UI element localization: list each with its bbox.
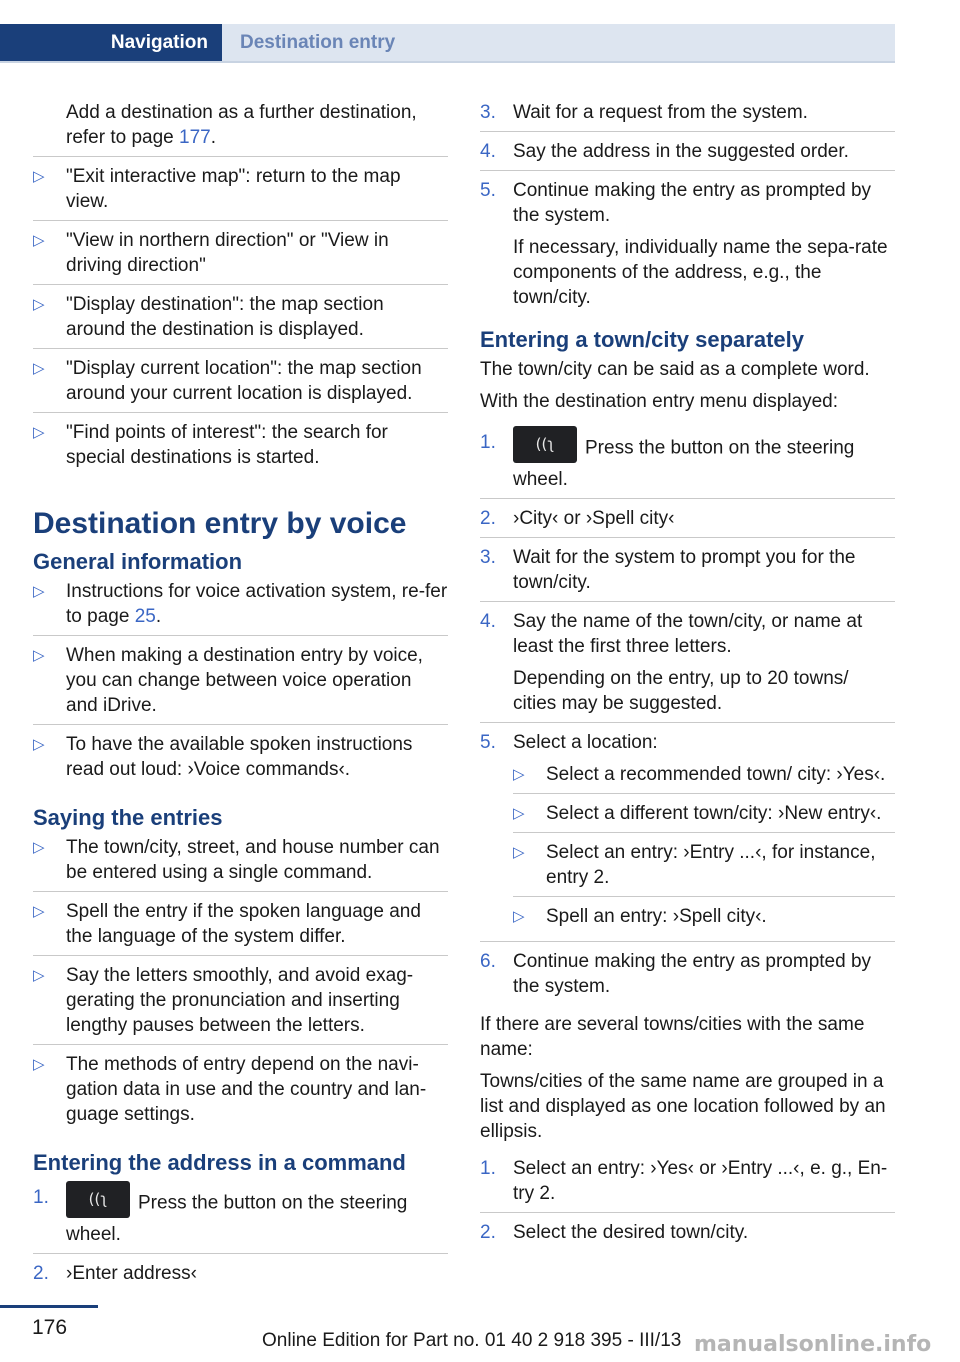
step-text: Select the desired town/city.	[513, 1222, 749, 1243]
bullet-item: ▷ Instructions for voice activation system, re-fer to page 25.	[33, 579, 448, 636]
step-text: Select a location:	[513, 732, 658, 753]
step-subtext: If necessary, individually name the sepa-rate components of the address, e.g., the town/city.	[513, 237, 888, 308]
triangle-bullet-icon: ▷	[33, 903, 45, 920]
triangle-bullet-icon: ▷	[33, 839, 45, 856]
triangle-bullet-icon: ▷	[33, 296, 45, 313]
right-column	[480, 100, 895, 1258]
watermark: manualsonline.info	[694, 1332, 932, 1357]
numbered-step	[480, 609, 895, 723]
bullet-text: Select a recommended town/ city: ›Yes‹.	[546, 764, 886, 785]
step-text: Say the address in the suggested order.	[513, 141, 849, 162]
left-column	[33, 100, 448, 1299]
bullet-text: When making a destination entry by voice, you can change between voice operation and iDrive.	[66, 645, 423, 716]
bullet-text: Spell an entry: ›Spell city‹.	[546, 906, 767, 927]
edition-text: Online Edition for Part no. 01 40 2 918 395 - III/13	[262, 1330, 682, 1351]
triangle-bullet-icon: ▷	[33, 736, 45, 753]
paragraph: Towns/cities of the same name are grouped in a list and displayed as one location followed by an ellipsis.	[480, 1071, 886, 1142]
subsection-general-title: General information	[33, 549, 243, 574]
bullet-text: Spell the entry if the spoken language and the language of the system differ.	[66, 901, 421, 947]
paragraph: With the destination entry menu displayed:	[480, 391, 839, 412]
continued-paragraph: Add a destination as a further destination, refer to page 177.	[33, 100, 448, 157]
triangle-bullet-icon: ▷	[33, 583, 45, 600]
bullet-text: Instructions for voice activation system, re-fer to page	[66, 581, 448, 627]
step-text: ›Enter address‹	[66, 1263, 197, 1284]
bullet-item	[33, 292, 448, 349]
bullet-text: "Exit interactive map": return to the map view.	[66, 166, 401, 212]
step-text: Continue making the entry as prompted by the system.	[513, 951, 872, 997]
bullet-item	[33, 356, 448, 413]
bullet-item	[33, 899, 448, 956]
footer-rule	[0, 1305, 98, 1308]
step-text: Press the button on the steering wheel.	[66, 1192, 408, 1245]
triangle-bullet-icon: ▷	[513, 805, 525, 822]
bullet-item	[33, 835, 448, 892]
step-number: 1.	[33, 1187, 49, 1208]
bullet-item	[33, 963, 448, 1045]
page-number: 176	[32, 1316, 68, 1339]
step-text: Press the button on the steering wheel.	[513, 437, 855, 490]
header-tab-navigation: Navigation	[0, 24, 222, 62]
bullet-text: "View in northern direction" or "View in driving direction"	[66, 230, 389, 276]
triangle-bullet-icon: ▷	[513, 766, 525, 783]
bullet-text: The methods of entry depend on the navi-gation data in use and the country and lan-guage settings.	[66, 1054, 427, 1125]
step-text: ›City‹ or ›Spell city‹	[513, 508, 675, 529]
bullet-item	[513, 904, 895, 935]
step-number: 5.	[480, 180, 496, 201]
triangle-bullet-icon: ▷	[33, 168, 45, 185]
triangle-bullet-icon: ▷	[33, 1056, 45, 1073]
subsection-saying-title: Saying the entries	[33, 805, 223, 830]
bullet-item	[513, 762, 895, 794]
step-number: 2.	[480, 508, 496, 529]
step-number: 2.	[33, 1263, 49, 1284]
bullet-item	[33, 164, 448, 221]
step-number: 5.	[480, 732, 496, 753]
numbered-step	[480, 1156, 895, 1213]
subsection-address-title: Entering the address in a command	[33, 1150, 406, 1175]
step-text: Say the name of the town/city, or name at least the first three letters.	[513, 611, 863, 657]
header-tab-destination-entry: Destination entry	[222, 24, 895, 62]
header-divider	[0, 61, 895, 63]
voice-command-button-icon: ((ʅ	[513, 426, 577, 463]
bullet-text: To have the available spoken instructions read out loud: ›Voice commands‹.	[66, 734, 413, 780]
bullet-text: Select a different town/city: ›New entry‹.	[546, 803, 882, 824]
step-number: 3.	[480, 102, 496, 123]
step-number: 2.	[480, 1222, 496, 1243]
section-title: Destination entry by voice	[33, 507, 407, 540]
numbered-step	[33, 1261, 448, 1292]
triangle-bullet-icon: ▷	[33, 647, 45, 664]
paragraph: If there are several towns/cities with the same name:	[480, 1014, 865, 1060]
triangle-bullet-icon: ▷	[33, 360, 45, 377]
bullet-item	[33, 1052, 448, 1133]
bullet-item	[513, 840, 895, 897]
bullet-text: Select an entry: ›Entry ...‹, for instance, entry 2.	[546, 842, 876, 888]
step-number: 1.	[480, 1158, 496, 1179]
bullet-item	[513, 801, 895, 833]
numbered-step	[480, 506, 895, 538]
step-number: 4.	[480, 611, 496, 632]
bullet-item	[33, 643, 448, 725]
triangle-bullet-icon: ▷	[513, 844, 525, 861]
page-link-25[interactable]: 25	[134, 606, 156, 627]
numbered-step	[480, 139, 895, 171]
bullet-text: "Find points of interest": the search for special destinations is started.	[66, 422, 388, 468]
numbered-step	[480, 100, 895, 132]
numbered-step	[480, 730, 895, 942]
numbered-step	[480, 1220, 895, 1251]
bullet-item	[33, 732, 448, 788]
step-text: Wait for a request from the system.	[513, 102, 808, 123]
bullet-item	[33, 420, 448, 476]
bullet-text: "Display current location": the map section around your current location is displayed.	[66, 358, 422, 404]
step-subtext: Depending on the entry, up to 20 towns/ cities may be suggested.	[513, 668, 849, 714]
triangle-bullet-icon: ▷	[33, 424, 45, 441]
numbered-step	[480, 430, 895, 499]
subsection-town-title: Entering a town/city separately	[480, 327, 804, 352]
step-number: 4.	[480, 141, 496, 162]
bullet-item	[33, 228, 448, 285]
voice-command-button-icon: ((ʅ	[66, 1181, 130, 1218]
bullet-text: "Display destination": the map section around the destination is displayed.	[66, 294, 384, 340]
continued-text: Add a destination as a further destination, refer to page	[66, 102, 417, 148]
page-header	[0, 24, 895, 62]
triangle-bullet-icon: ▷	[513, 908, 525, 925]
step-number: 6.	[480, 951, 496, 972]
triangle-bullet-icon: ▷	[33, 232, 45, 249]
numbered-step	[480, 949, 895, 1005]
numbered-step	[33, 1185, 448, 1254]
step-text: Wait for the system to prompt you for the town/city.	[513, 547, 856, 593]
bullet-text: Say the letters smoothly, and avoid exag-gerating the pronunciation and inserting lengthy pauses between the letters.	[66, 965, 414, 1036]
triangle-bullet-icon: ▷	[33, 967, 45, 984]
paragraph: The town/city can be said as a complete word.	[480, 359, 870, 380]
step-number: 3.	[480, 547, 496, 568]
step-number: 1.	[480, 432, 496, 453]
step-text: Continue making the entry as prompted by the system.	[513, 180, 872, 226]
bullet-text: The town/city, street, and house number can be entered using a single command.	[66, 837, 440, 883]
page-link-177[interactable]: 177	[179, 127, 211, 148]
step-text: Select an entry: ›Yes‹ or ›Entry ...‹, e. g., En-try 2.	[513, 1158, 888, 1204]
numbered-step	[480, 178, 895, 316]
numbered-step	[480, 545, 895, 602]
